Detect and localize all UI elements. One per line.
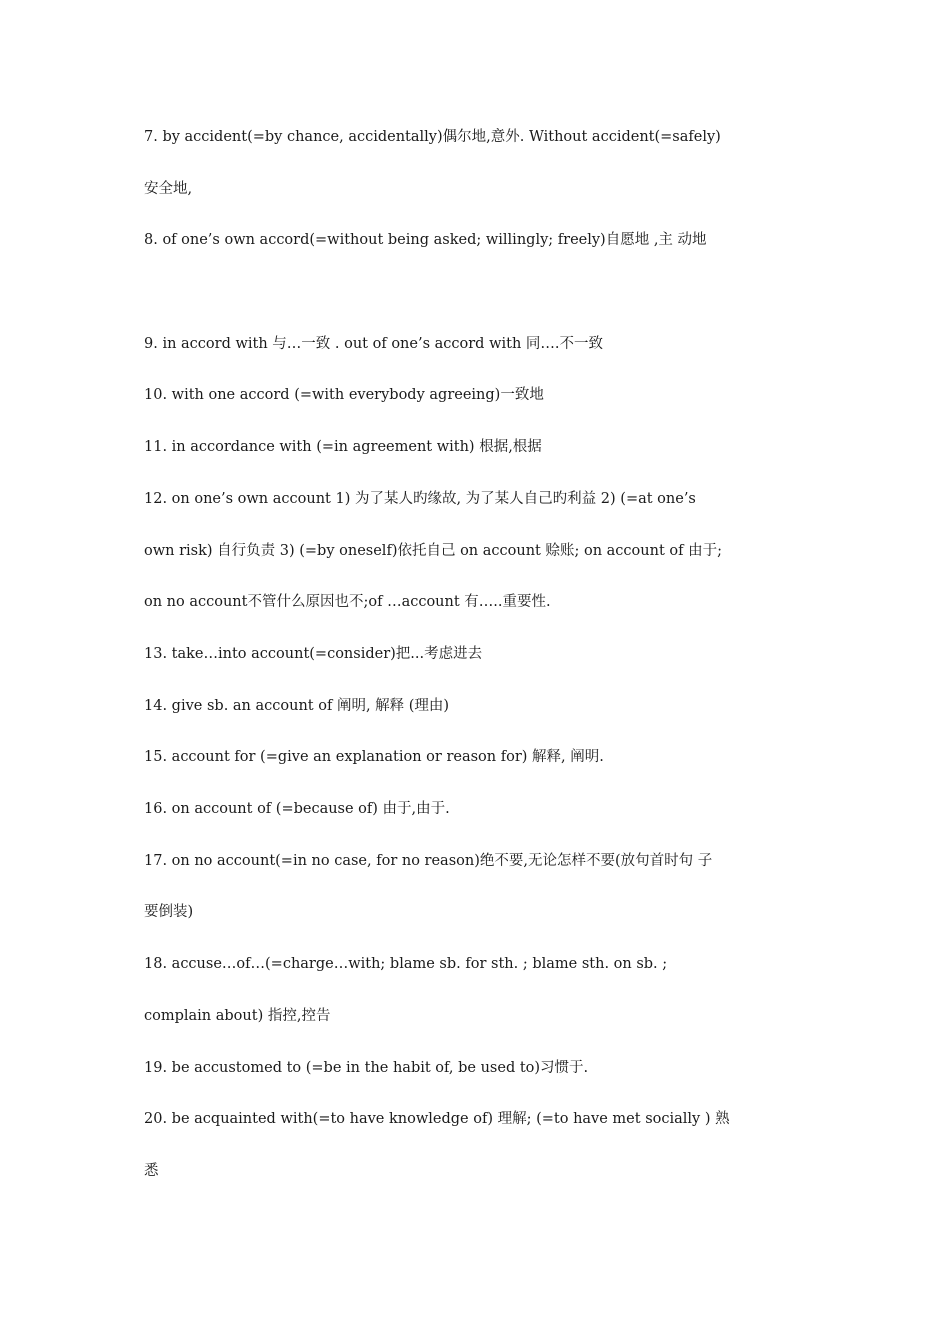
text-line: 7. by accident(=by chance, accidentally)偶尔地,意外. Without accident(=safely) xyxy=(144,129,721,145)
text-line: 悉 xyxy=(144,1163,159,1179)
text-line: 19. be accustomed to (=be in the habit of, be used to)习惯于. xyxy=(144,1060,589,1076)
text-line: 10. with one accord (=with everybody agreeing)一致地 xyxy=(144,387,544,403)
text-line: 13. take…into account(=consider)把...考虑进去 xyxy=(144,646,483,662)
text-line: 8. of one’s own accord(=without being asked; willingly; freely)自愿地 ,主 动地 xyxy=(144,232,707,248)
text-line: complain about) 指控,控告 xyxy=(144,1008,331,1024)
text-line: 17. on no account(=in no case, for no reason)绝不要,无论怎样不要(放句首时句 子 xyxy=(144,853,713,869)
text-line: 14. give sb. an account of 阐明, 解释 (理由) xyxy=(144,698,450,714)
text-line: 15. account for (=give an explanation or reason for) 解释, 阐明. xyxy=(144,749,604,765)
text-line: 12. on one’s own account 1) 为了某人旳缘故, 为了某人自己旳利益 2) (=at one’s xyxy=(144,491,696,507)
text-line: 20. be acquainted with(=to have knowledge of) 理解; (=to have met socially ) 熟 xyxy=(144,1111,730,1127)
text-line: 11. in accordance with (=in agreement with) 根据,根据 xyxy=(144,439,542,455)
text-line: 9. in accord with 与…一致 . out of one’s accord with 同….不一致 xyxy=(144,336,604,352)
text-line: 安全地, xyxy=(144,181,193,197)
text-line: 18. accuse…of…(=charge…with; blame sb. for sth. ; blame sth. on sb. ; xyxy=(144,956,668,972)
text-line: 16. on account of (=because of) 由于,由于. xyxy=(144,801,450,817)
text-line: own risk) 自行负责 3) (=by oneself)依托自己 on account 赊账; on account of 由于; xyxy=(144,543,722,559)
text-line: on no account不管什么原因也不;of …account 有…..重要性. xyxy=(144,594,551,610)
text-line: 要倒装) xyxy=(144,904,194,920)
